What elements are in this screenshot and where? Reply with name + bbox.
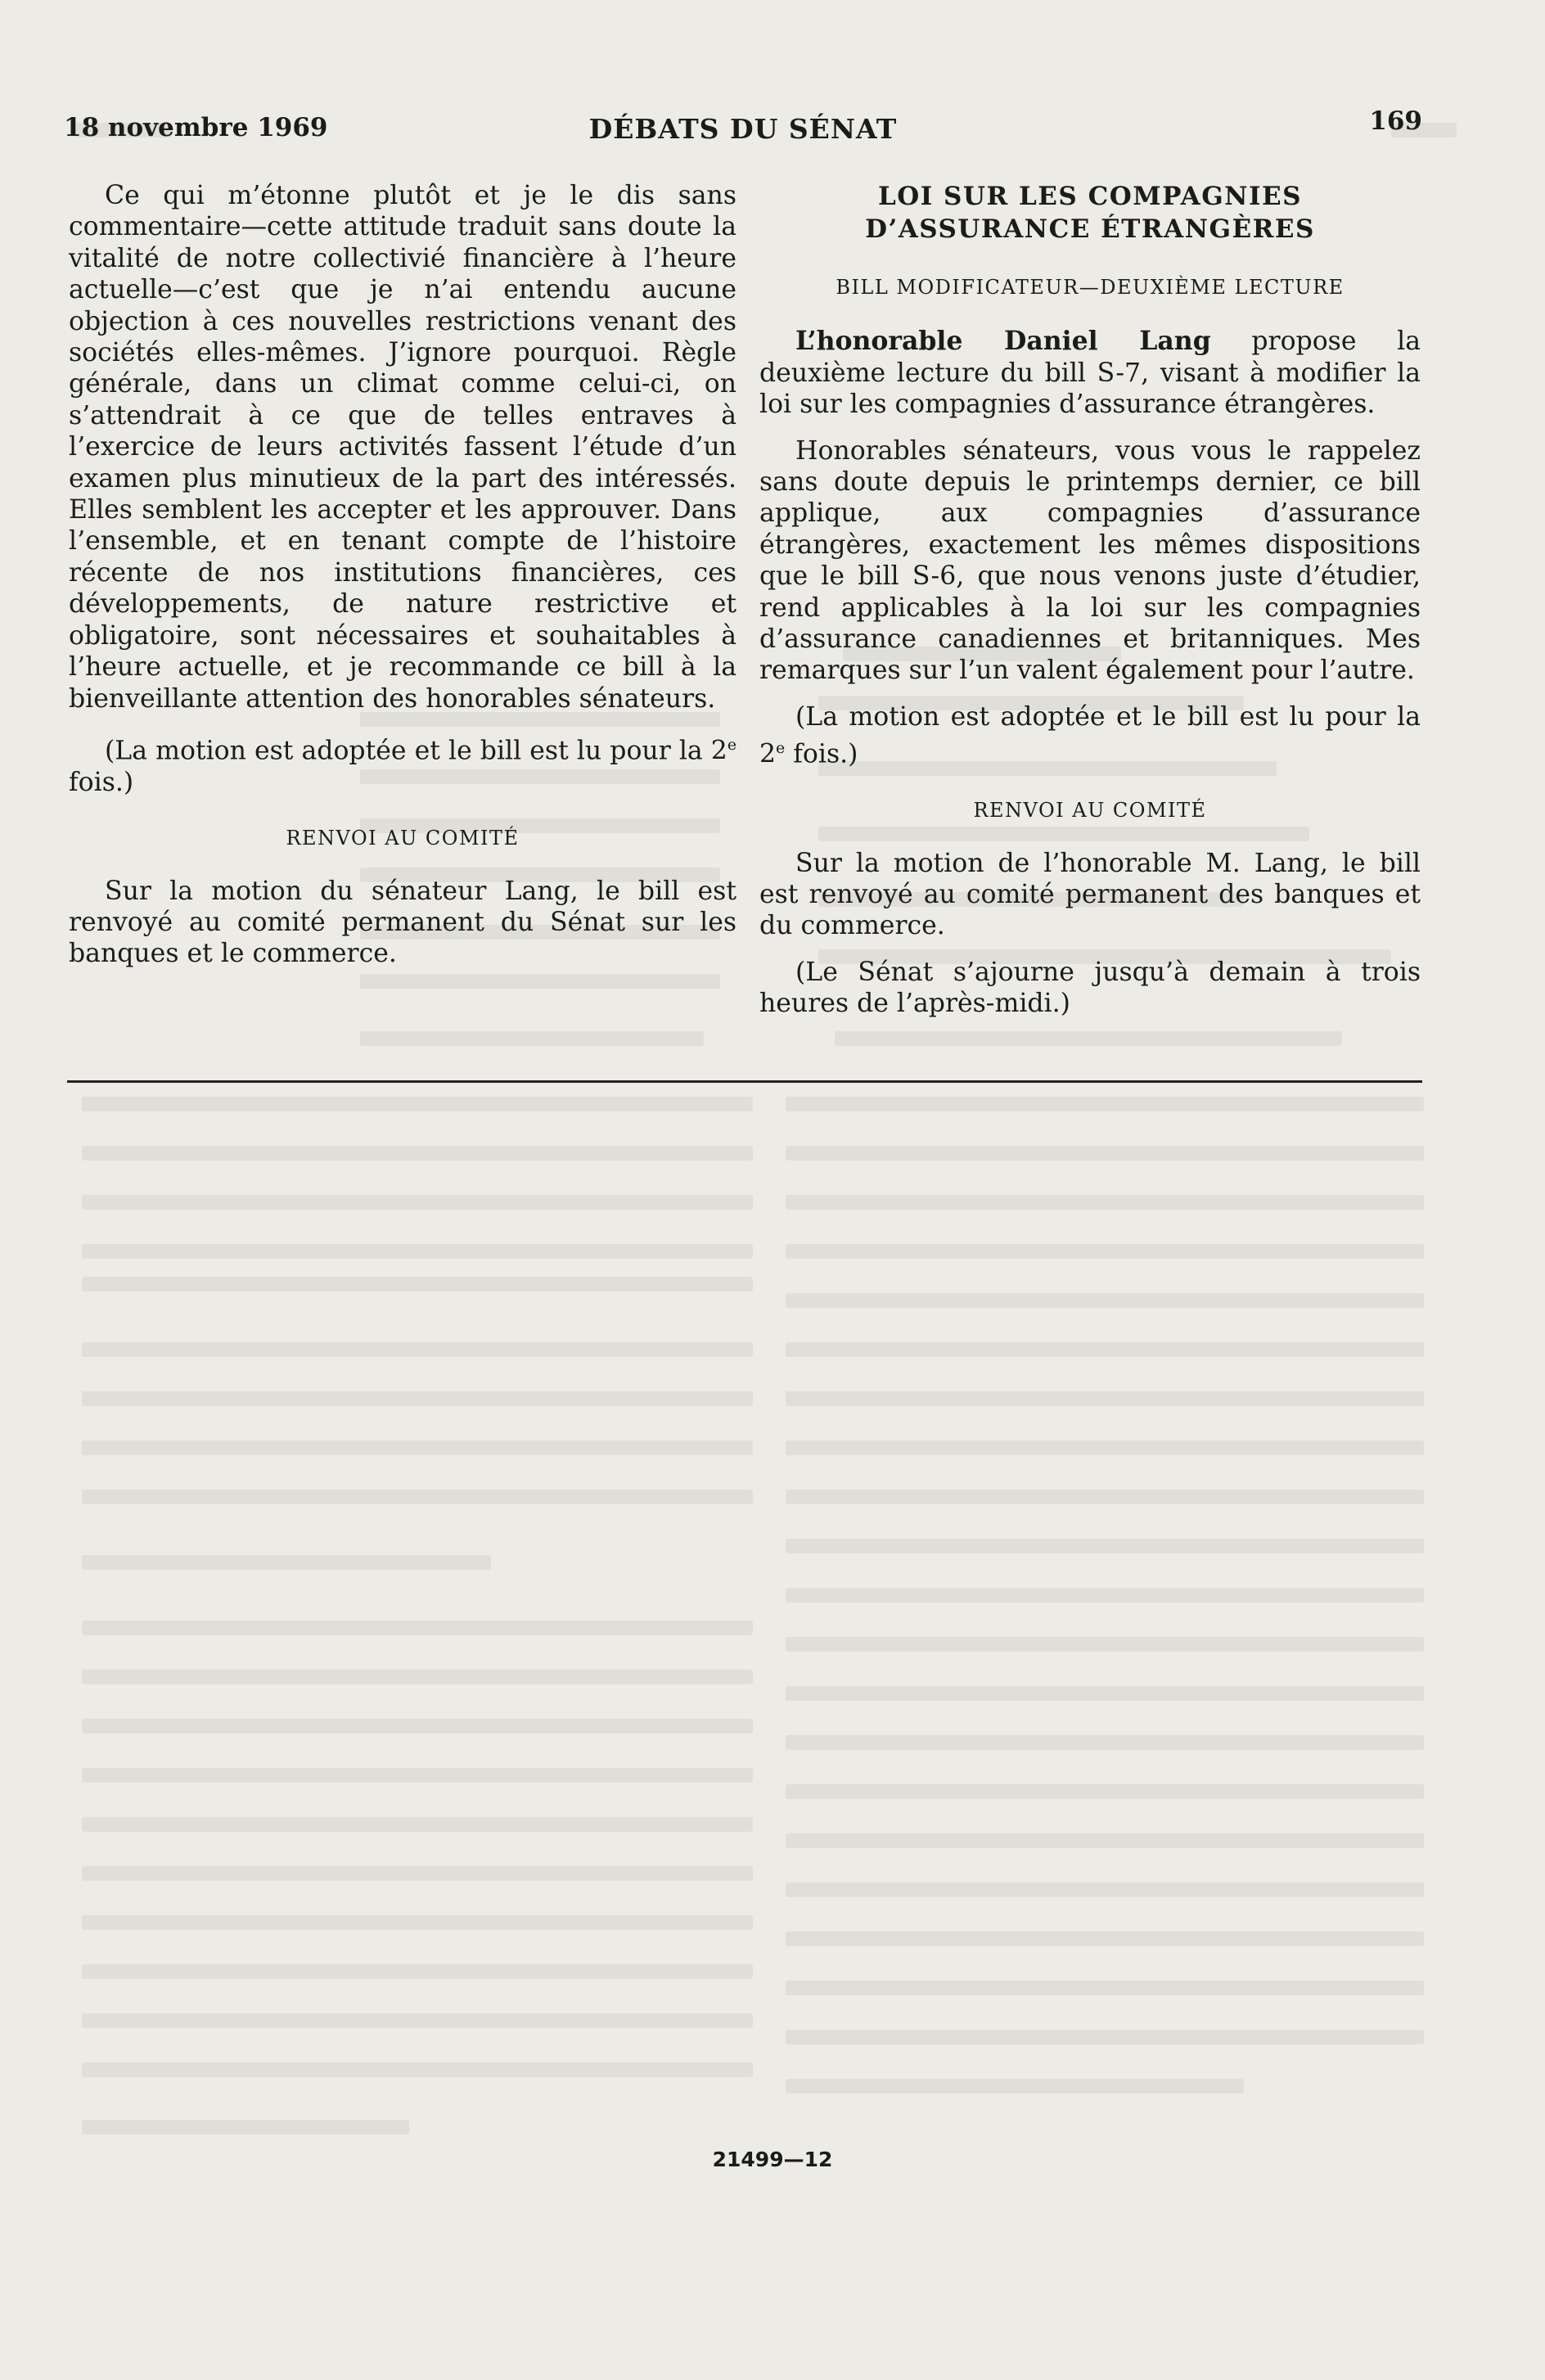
adjournment-note: (Le Sénat s’ajourne jusqu’à demain à trois heures de l’après-midi.) <box>759 957 1421 1019</box>
left-motion-note <box>69 729 736 798</box>
header-title: DÉBATS DU SÉNAT <box>588 113 898 145</box>
header-date: 18 novembre 1969 <box>64 113 328 142</box>
right-paragraph-1 <box>759 326 1421 420</box>
left-motion-text: (La motion est adoptée et le bill est lu pour la 2 <box>105 736 727 766</box>
right-committee-heading: RENVOI AU COMITÉ <box>973 799 1207 823</box>
right-column <box>759 180 1421 1020</box>
left-committee-paragraph: Sur la motion du sénateur Lang, le bill est renvoyé au comité permanent du Sénat sur les banques et le commerce. <box>69 876 736 969</box>
section-divider-rule <box>67 1080 1422 1083</box>
left-motion-sup: e <box>727 735 736 754</box>
left-paragraph-1: Ce qui m’étonne plutôt et je le dis sans commentaire—cette attitude traduit sans doute la vitalité de notre collectivié financière à l’heure actuelle—c’est que je n’ai entendu aucune objection à ces nouvelles restrictions venant des sociétés elles-mêmes. J’ignore pourquoi. Règle générale, dans un climat comme celui-ci, on s’attendrait à ce que de telles entraves à l’exercice de leurs activités fassent l’étude d’un examen plus minutieux de la part des intéressés. Elles semblent les accepter et les approuver. Dans l’ensemble, et en tenant compte de l’histoire récente de nos institutions financières, ces développements, de nature restrictive et obligatoire, sont nécessaires et souhaitables à l’heure actuelle, et je recommande ce bill à la bienveillante attention des honorables sénateurs. <box>69 181 736 714</box>
section-title <box>759 180 1421 246</box>
right-paragraph-1-text: propose la deuxième lecture du bill S-7, visant à modifier la loi sur les compagnies d’assurance étrangères. <box>759 327 1421 420</box>
right-motion-note <box>759 701 1421 770</box>
speaker-name: L’honorable Daniel Lang <box>795 326 1211 357</box>
section-title-line-2: D’ASSURANCE ÉTRANGÈRES <box>865 214 1315 244</box>
left-committee-heading: RENVOI AU COMITÉ <box>286 827 520 850</box>
running-header <box>64 106 1422 154</box>
footer-print-code: 21499—12 <box>712 2148 833 2171</box>
left-motion-end: fois.) <box>69 767 134 797</box>
right-motion-sup: e <box>776 739 786 758</box>
right-motion-end: fois.) <box>785 739 858 769</box>
page-number: 169 <box>1369 106 1422 136</box>
left-column <box>69 180 736 970</box>
right-paragraph-2: Honorables sénateurs, vous vous le rappelez sans doute depuis le printemps dernier, ce bill applique, aux compagnies d’assurance étrangères, exactement les mêmes dispositions que le bill S-6, que nous venons juste d’étudier, rend applicables à la loi sur les compagnies d’assurance canadiennes et britanniques. Mes remarques sur l’un valent également pour l’autre. <box>759 435 1421 686</box>
right-committee-paragraph: Sur la motion de l’honorable M. Lang, le bill est renvoyé au comité permanent des banques et du commerce. <box>759 848 1421 941</box>
right-motion-text: (La motion est adoptée et le bill est lu pour la 2 <box>759 701 1421 769</box>
reading-subheading: BILL MODIFICATEUR—DEUXIÈME LECTURE <box>836 276 1345 299</box>
section-title-line-1: LOI SUR LES COMPAGNIES <box>877 182 1303 211</box>
